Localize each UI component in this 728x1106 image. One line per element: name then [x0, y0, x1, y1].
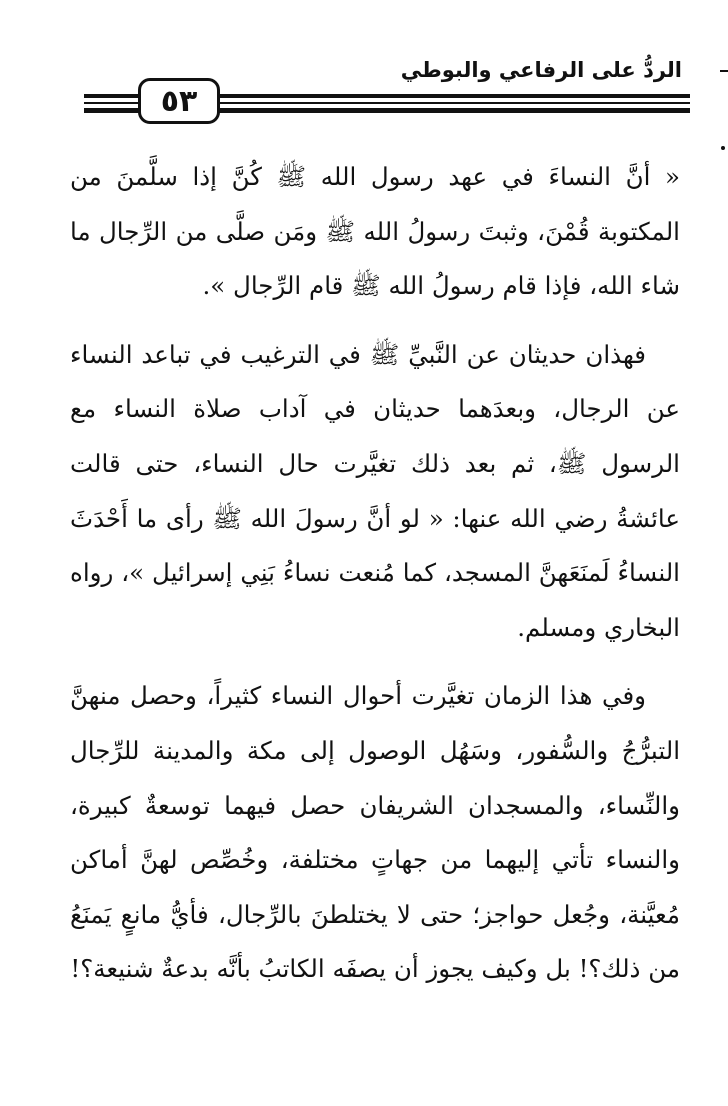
- running-title: الردُّ على الرفاعي والبوطي: [400, 58, 682, 82]
- edge-mark: [721, 146, 725, 150]
- paragraph-this-era: وفي هذا الزمان تغيَّرت أحوال النساء كثيراً، وحصل منهنَّ التبرُّجُ والسُّفور، وسَهُل الوصول إلى مكة والمدينة للرِّجال والنِّساء، والمسجدان الشريفان حصل فيهما توسعةٌ كبيرة، والنساء تأتي إليهما من جهاتٍ مختلفة، وخُصِّص لهنَّ أماكن مُعيَّنة، وجُعل حواجز؛ حتى لا يختلطنَ بالرِّجال، فأيُّ مانعٍ يَمنَعُ من ذلك؟! بل وكيف يجوز أن يصفَه الكاتبُ بأنَّه بدعةٌ شنيعة؟!: [70, 681, 680, 984]
- paragraph-hadith-quote: « أنَّ النساءَ في عهد رسول الله ﷺ كُنَّ إذا سلَّمنَ من المكتوبة قُمْنَ، وثبتَ رسولُ الله ﷺ ومَن صلَّى من الرِّجال ما شاء الله، فإذا قام رسولُ الله ﷺ قام الرِّجال ».: [70, 162, 680, 301]
- body-text: [70, 150, 680, 997]
- paragraph-two-hadiths: فهذان حديثان عن النَّبيِّ ﷺ في الترغيب في تباعد النساء عن الرجال، وبعدَهما حديثان في آداب صلاة النساء مع الرسول ﷺ، ثم بعد ذلك تغيَّرت حال النساء، حتى قالت عائشةُ رضي الله عنها: « لو أنَّ رسولَ الله ﷺ رأى ما أَحْدَثَ النساءُ لَمنَعَهنَّ المسجد، كما مُنعت نساءُ بَنِي إسرائيل »، رواه البخاري ومسلم.: [70, 339, 680, 642]
- page-number: ٥٣: [138, 78, 220, 124]
- edge-mark: [720, 70, 728, 72]
